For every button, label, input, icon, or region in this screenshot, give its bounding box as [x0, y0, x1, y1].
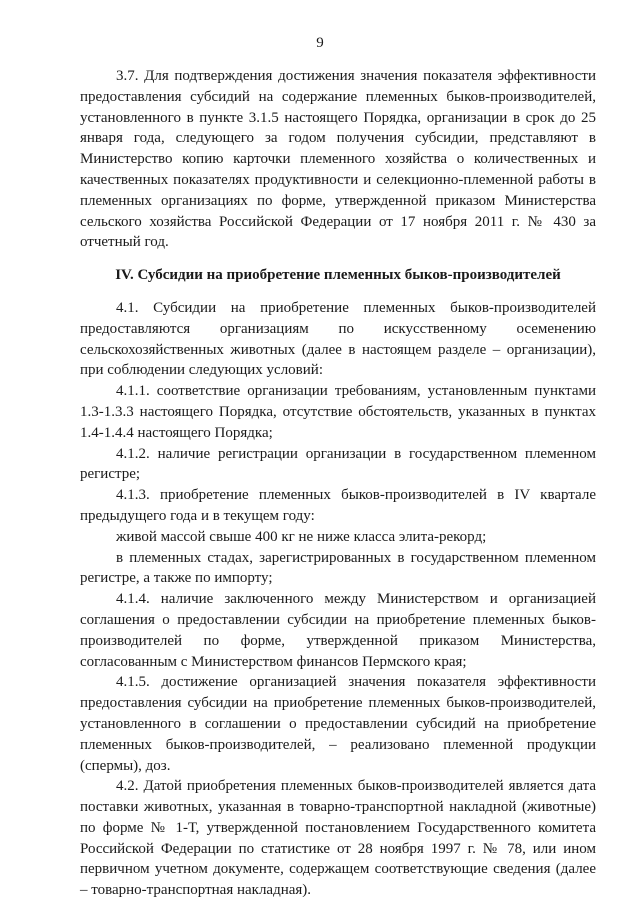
paragraph-4-1-3-weight: живой массой свыше 400 кг не ниже класса элита-рекорд; [116, 528, 487, 545]
paragraph-4-1-5: 4.1.5. достижение организацией значения показателя эффективности предоставления субсидии на приобретение племенных быков-производителей, установленного в соглашении о предоставлении субсидий на приобретение племенных быков-производителей, – реализовано племенной продукции (спермы), доз. [80, 674, 596, 774]
page-number: 9 [316, 35, 324, 51]
section-heading: IV. Субсидии на приобретение племенных быков-производителей [115, 267, 561, 284]
paragraph-4-1-1: 4.1.1. соответствие организации требованиям, установленным пунктами 1.3-1.3.3 настоящего Порядка, отсутствие обстоятельств, указанных в пунктах 1.4-1.4.4 настоящего Порядка; [80, 383, 596, 441]
document-body [80, 66, 596, 901]
paragraph-4-1-2: 4.1.2. наличие регистрации организации в государственном племенном регистре; [80, 445, 596, 483]
paragraph-3-7: 3.7. Для подтверждения достижения значения показателя эффективности предоставления субсидий на содержание племенных быков-производителей, установленного в пункте 3.1.5 настоящего Порядка, организации в срок до 25 января года, следующего за годом получения субсидии, представляют в Министерство копию карточки племенного хозяйства о количественных и качественных показателях продуктивности и селекционно-племенной работы в племенных организациях по форме, утвержденной приказом Министерства сельского хозяйства Российской Федерации от 17 ноября 2011 г. № 430 за отчетный год. [80, 68, 596, 251]
paragraph-4-2: 4.2. Датой приобретения племенных быков-производителей является дата поставки животных, указанная в товарно-транспортной накладной (животные) по форме № 1-Т, утвержденной постановлением Государственного комитета Российской Федерации по статистике от 28 ноября 1997 г. № 78, или ином первичном учетном документе, содержащем соответствующие сведения (далее – товарно-транспортная накладная). [80, 778, 596, 899]
paragraph-4-1-3: 4.1.3. приобретение племенных быков-производителей в IV квартале предыдущего года и в текущем году: [80, 487, 596, 524]
paragraph-4-1-4: 4.1.4. наличие заключенного между Министерством и организацией соглашения о предоставлении субсидии на приобретение племенных быков-производителей по форме, утвержденной приказом Министерства, согласованным с Министерством финансов Пермского края; [80, 591, 596, 670]
paragraph-4-1: 4.1. Субсидии на приобретение племенных быков-производителей предоставляются организациям по искусственному осеменению сельскохозяйственных животных (далее в настоящем разделе – организации), при соблюдении следующих условий: [80, 299, 596, 379]
paragraph-4-1-3-herds: в племенных стадах, зарегистрированных в государственном племенном регистре, а также по импорту; [80, 549, 596, 587]
